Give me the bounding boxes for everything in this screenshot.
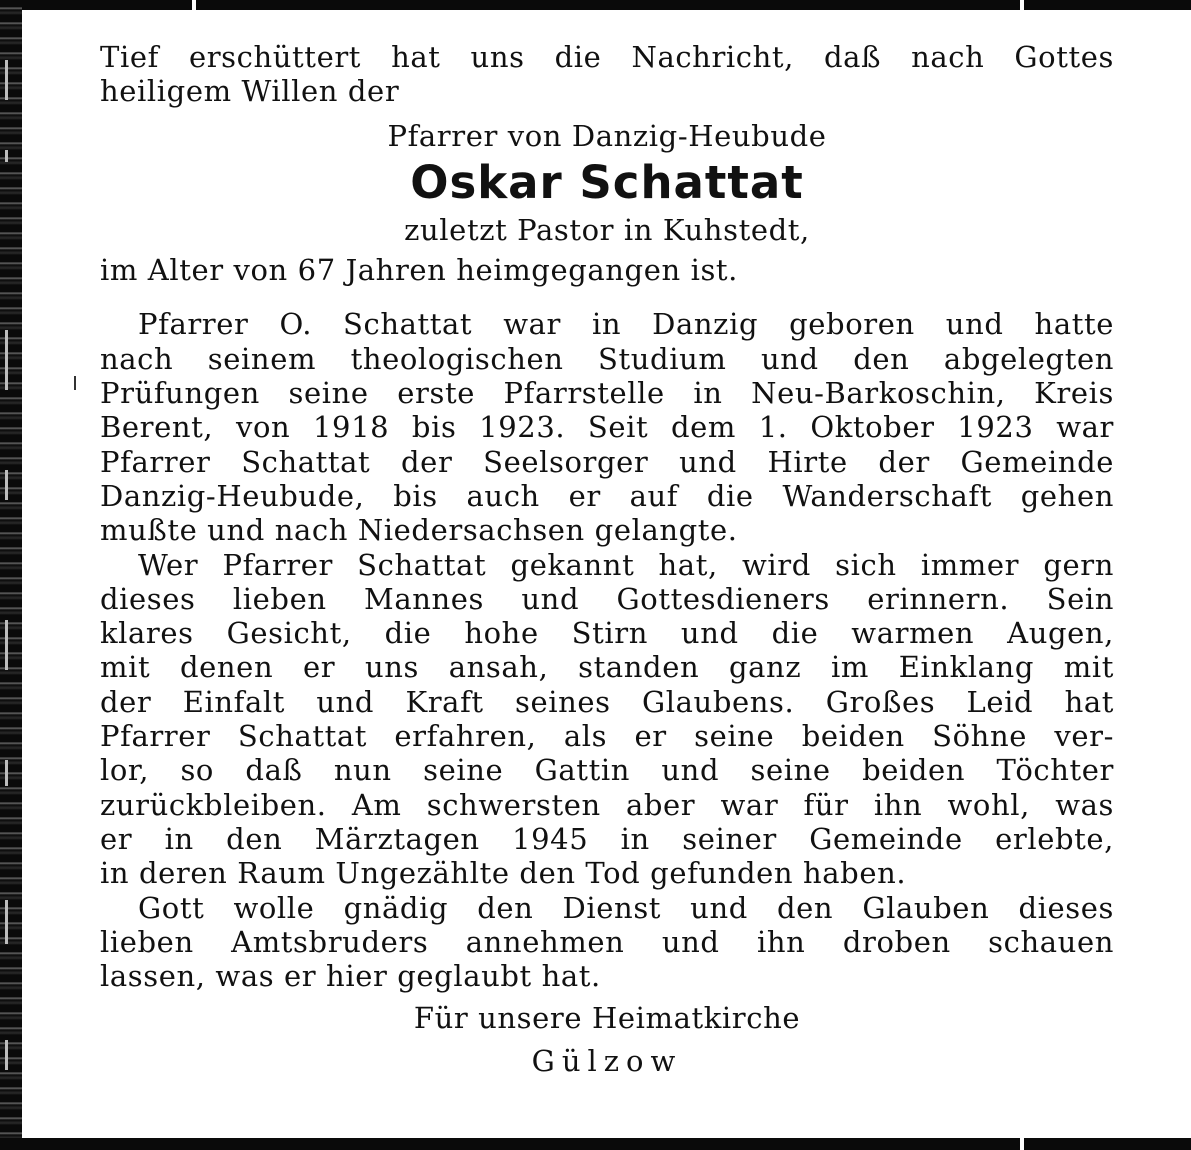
- border-wear: [5, 760, 8, 786]
- deceased-name: Oskar Schattat: [410, 155, 804, 209]
- age-line: im Alter von 67 Jahren heimgegangen ist.: [100, 253, 738, 288]
- paragraph-remembrance: [100, 548, 1114, 891]
- intro-line: heiligem Willen der: [100, 74, 400, 109]
- text-line: der Einfalt und Kraft seines Glaubens. Großes Leid hat: [100, 684, 1114, 719]
- border-gap: [1020, 0, 1024, 10]
- paragraph-blessing: [100, 891, 1114, 994]
- border-wear: [5, 900, 8, 944]
- text-line: lassen, was er hier geglaubt hat.: [100, 959, 601, 994]
- text-line: Gott wolle gnädig den Dienst und den Glauben dieses: [138, 890, 1114, 925]
- border-wear: [5, 1040, 8, 1070]
- text-line: Pfarrer O. Schattat war in Danzig geboren und hatte: [138, 307, 1114, 342]
- text-line: lor, so daß nun seine Gattin und seine beiden Töchter: [100, 753, 1114, 788]
- text-line: in deren Raum Ungezählte den Tod gefunden haben.: [100, 856, 907, 891]
- text-line: lieben Amtsbruders annehmen und ihn droben schauen: [100, 924, 1114, 959]
- border-wear: [5, 150, 8, 162]
- obituary-notice: [100, 40, 1114, 1078]
- text-line: dieses lieben Mannes und Gottesdieners erinnern. Sein: [100, 581, 1114, 616]
- text-line: Berent, von 1918 bis 1923. Seit dem 1. Oktober 1923 war: [100, 410, 1114, 445]
- text-line: Prüfungen seine erste Pfarrstelle in Neu-Barkoschin, Kreis: [100, 376, 1114, 411]
- text-line: klares Gesicht, die hohe Stirn und die warmen Augen,: [100, 616, 1114, 651]
- stray-mark: [74, 376, 76, 390]
- border-gap: [192, 0, 196, 10]
- text-line: mit denen er uns ansah, standen ganz im Einklang mit: [100, 650, 1114, 685]
- text-line: mußte und nach Niedersachsen gelangte.: [100, 513, 738, 548]
- bottom-border: [0, 1138, 1191, 1150]
- intro-line: Tief erschüttert hat uns die Nachricht, daß nach Gottes: [100, 40, 1114, 74]
- signature: Gülzow: [531, 1043, 683, 1078]
- border-wear: [5, 60, 8, 100]
- text-line: er in den Märztagen 1945 in seiner Gemeinde erlebte,: [100, 821, 1114, 856]
- text-line: Wer Pfarrer Schattat gekannt hat, wird sich immer gern: [138, 547, 1114, 582]
- text-line: nach seinem theologischen Studium und den abgelegten: [100, 341, 1114, 376]
- border-gap: [1020, 1138, 1024, 1150]
- left-border: [0, 0, 22, 1150]
- text-line: Pfarrer Schattat erfahren, als er seine beiden Söhne ver-: [100, 719, 1114, 754]
- deceased-title: Pfarrer von Danzig-Heubude: [387, 118, 827, 153]
- paragraph-biography: [100, 307, 1114, 547]
- text-line: zurückbleiben. Am schwersten aber war für ihn wohl, was: [100, 787, 1114, 822]
- text-line: Pfarrer Schattat der Seelsorger und Hirte der Gemeinde: [100, 444, 1114, 479]
- top-border: [0, 0, 1191, 10]
- text-line: Danzig-Heubude, bis auch er auf die Wanderschaft gehen: [100, 478, 1114, 513]
- border-wear: [5, 470, 8, 500]
- border-wear: [5, 620, 8, 670]
- border-wear: [5, 330, 8, 390]
- closing-line: Für unsere Heimatkirche: [413, 1001, 801, 1036]
- deceased-last-position: zuletzt Pastor in Kuhstedt,: [404, 212, 810, 247]
